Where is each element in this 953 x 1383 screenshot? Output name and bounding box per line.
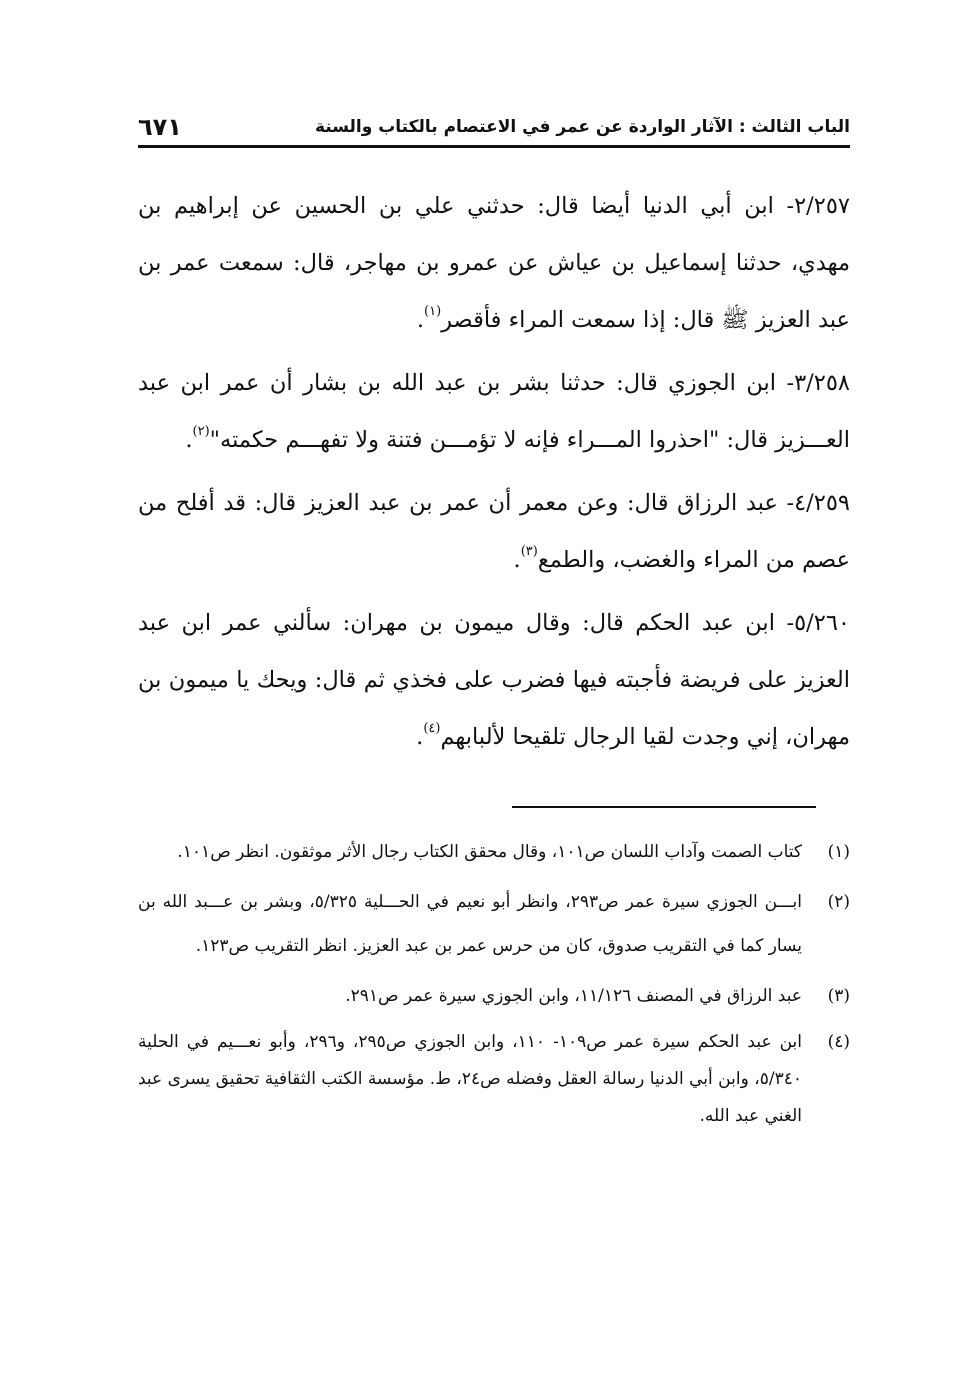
paragraph-end: . [416, 307, 424, 333]
footnote-1 [138, 830, 850, 874]
footnote-ref: (٣) [520, 544, 538, 559]
footnotes [138, 830, 850, 1141]
paragraph-text: ٣/٢٥٨- ابن الجوزي قال: حدثنا بشر بن عبد الله بن بشار أن عمر ابن عبد العـــزيز قال: "احذروا المـــراء فإنه لا تؤمـــن فتنة ولا تفهـــم حكمته" [138, 370, 850, 453]
footnote-number: (٤) [827, 1032, 850, 1052]
paragraph-260 [138, 595, 850, 766]
paragraph-257 [138, 178, 850, 349]
footnote-number: (٢) [827, 892, 850, 912]
footnote-ref: (١) [424, 304, 442, 319]
footnote-text: ابـــن الجوزي سيرة عمر ص٢٩٣، وانظر أبو نعيم في الحـــلية ٥/٣٢٥، وبشر بن عـــبد الله بن يسار كما في التقريب صدوق، كان من حرس عمر بن عبد العزيز. انظر التقريب ص١٢٣. [138, 892, 802, 956]
main-text [138, 178, 850, 772]
paragraph-end: . [416, 724, 424, 750]
footnote-4 [138, 1024, 850, 1135]
footnote-separator [512, 806, 816, 808]
footnote-ref: (٤) [423, 721, 441, 736]
paragraph-258 [138, 355, 850, 469]
footnote-number: (٣) [827, 986, 850, 1006]
footnote-ref: (٢) [192, 424, 210, 439]
footnote-text: كتاب الصمت وآداب اللسان ص١٠١، وقال محقق الكتاب رجال الأثر موثقون. انظر ص١٠١. [177, 842, 802, 862]
running-title: الباب الثالث : الآثار الواردة عن عمر في الاعتصام بالكتاب والسنة [314, 117, 850, 137]
paragraph-text: ٥/٢٦٠- ابن عبد الحكم قال: وقال ميمون بن مهران: سألني عمر ابن عبد العزيز على فريضة فأجبته فيها فضرب على فخذي ثم قال: ويحك يا ميمون بن مهران، إني وجدت لقيا الرجال تلقيحا لألبابهم [138, 610, 850, 750]
paragraph-259 [138, 475, 850, 589]
page-number: ٦٧١ [138, 113, 182, 141]
paragraph-text: ٤/٢٥٩- عبد الرزاق قال: وعن معمر أن عمر بن عبد العزيز قال: قد أفلح من عصم من المراء والغضب، والطمع [138, 490, 850, 573]
footnote-3 [138, 974, 850, 1018]
footnote-number: (١) [827, 842, 850, 862]
paragraph-text: ٢/٢٥٧- ابن أبي الدنيا أيضا قال: حدثني علي بن الحسين عن إبراهيم بن مهدي، حدثنا إسماعيل بن عياش عن عمرو بن مهاجر، قال: سمعت عمر بن عبد العزيز ﷺ قال: إذا سمعت المراء فأقصر [138, 193, 850, 333]
page-header [138, 112, 850, 148]
paragraph-end: . [513, 547, 521, 573]
footnote-text: عبد الرزاق في المصنف ١١/١٢٦، وابن الجوزي سيرة عمر ص٢٩١. [345, 986, 802, 1006]
paragraph-end: . [185, 427, 193, 453]
footnote-text: ابن عبد الحكم سيرة عمر ص١٠٩- ١١٠، وابن الجوزي ص٢٩٥، و٢٩٦، وأبو نعـــيم في الحلية ٥/٣٤٠، وابن أبي الدنيا رسالة العقل وفضله ص٢٤، ط. مؤسسة الكتب الثقافية تحقيق يسرى عبد الغني عبد الله. [138, 1032, 802, 1126]
footnote-2 [138, 880, 850, 968]
